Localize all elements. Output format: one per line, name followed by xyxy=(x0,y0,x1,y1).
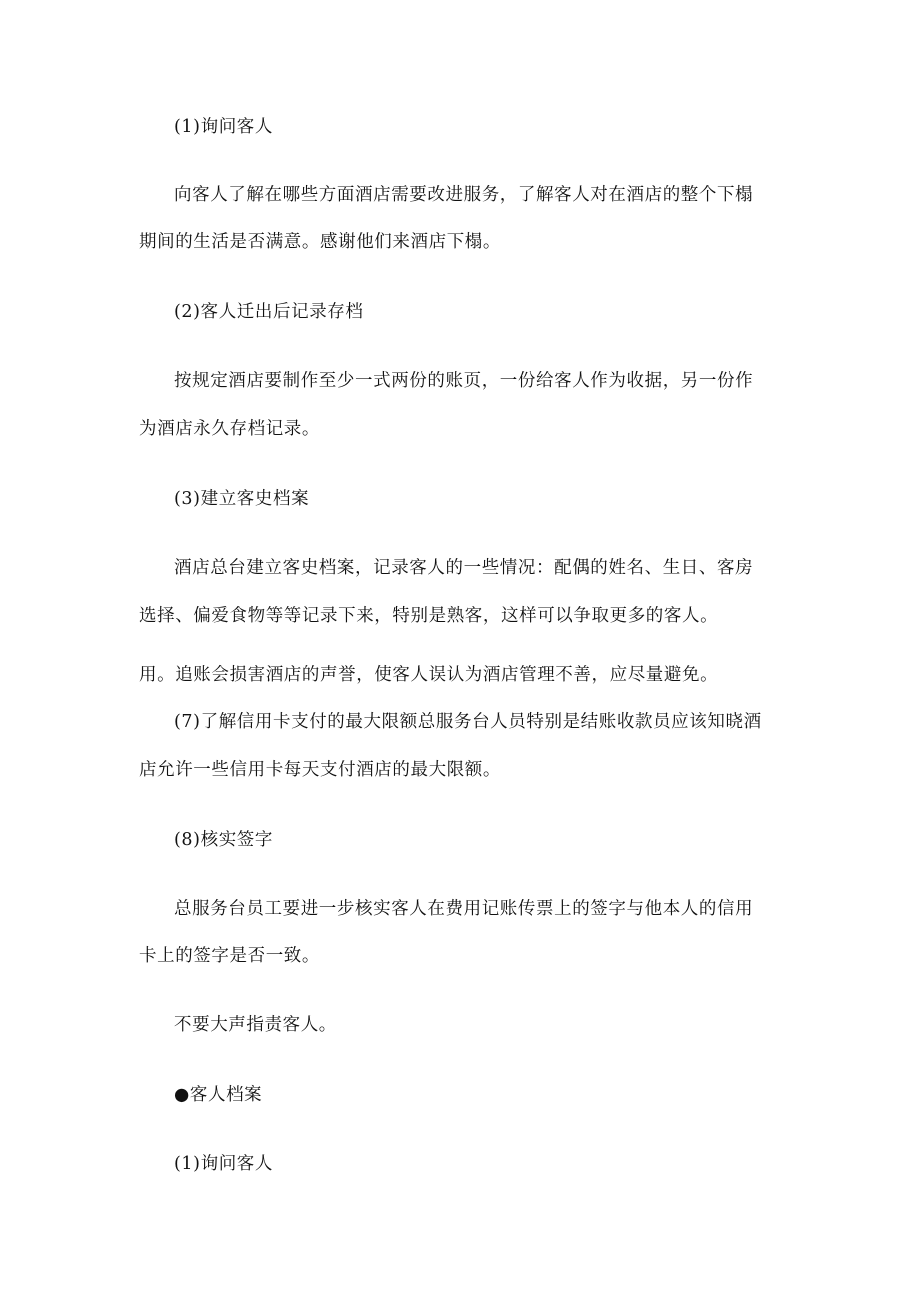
paragraph-line: 用。追账会损害酒店的声誉，使客人误认为酒店管理不善，应尽量避免。 xyxy=(139,665,719,685)
section-heading-inquire-guests: (1)询问客人 xyxy=(174,117,273,137)
paragraph-line: 为酒店永久存档记录。 xyxy=(139,419,320,439)
paragraph-line: 向客人了解在哪些方面酒店需要改进服务，了解客人对在酒店的整个下榻 xyxy=(174,185,754,205)
paragraph-line: (7)了解信用卡支付的最大限额总服务台人员特别是结账收款员应该知晓酒 xyxy=(174,712,762,732)
section-heading-guest-files: ●客人档案 xyxy=(174,1085,263,1105)
section-heading-guest-history: (3)建立客史档案 xyxy=(174,489,310,509)
paragraph-line: 卡上的签字是否一致。 xyxy=(139,946,320,966)
section-heading-checkout-records: (2)客人迁出后记录存档 xyxy=(174,302,364,322)
paragraph-line: 选择、偏爱食物等等记录下来，特别是熟客，这样可以争取更多的客人。 xyxy=(139,606,719,626)
paragraph-line: 总服务台员工要进一步核实客人在费用记账传票上的签字与他本人的信用 xyxy=(174,899,754,919)
paragraph-line: 期间的生活是否满意。感谢他们来酒店下榻。 xyxy=(139,232,501,252)
paragraph-line: 店允许一些信用卡每天支付酒店的最大限额。 xyxy=(139,760,501,780)
paragraph-line: 按规定酒店要制作至少一式两份的账页，一份给客人作为收据，另一份作 xyxy=(174,371,754,391)
section-heading-verify-signature: (8)核实签字 xyxy=(174,830,273,850)
paragraph-line: 酒店总台建立客史档案，记录客人的一些情况：配偶的姓名、生日、客房 xyxy=(174,558,754,578)
paragraph-line: 不要大声指责客人。 xyxy=(174,1015,337,1035)
section-heading-inquire-guests: (1)询问客人 xyxy=(174,1154,273,1174)
